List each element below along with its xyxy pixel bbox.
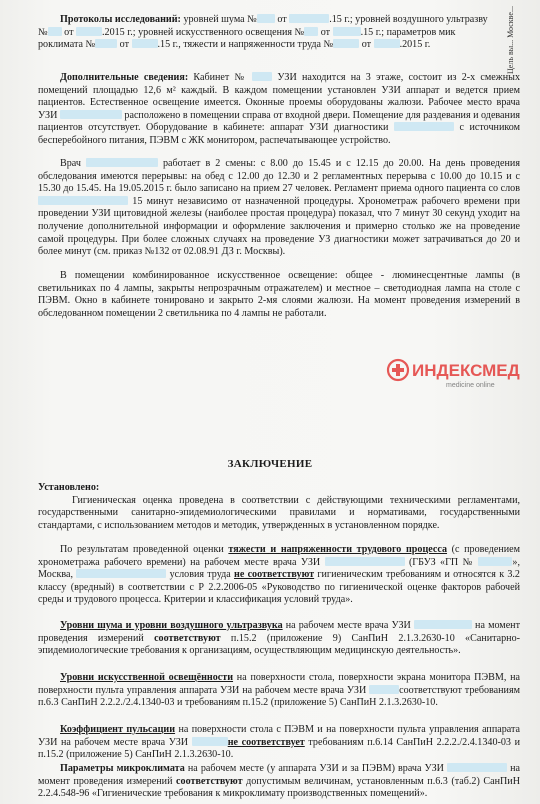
redaction: [478, 557, 512, 566]
protocols-lead: Протоколы исследований:: [60, 14, 181, 25]
redaction: [95, 39, 117, 48]
corner-note: Цель вы... Москве...: [506, 6, 515, 74]
lighting-paragraph: В помещении комбинированное искусственное освещение: общее - люминесцентные лампы (в светильниках по 4 лампы, закрыты непрозрачным отражателем) и местное – светодиодная лампа на столе с ПЭВМ. Окно в кабинете тонировано и закрыто 2-мя слоями жалюзи. На момент проведения измерений в обследованном помещении 2 светильника по 4 лампы не работали.: [38, 270, 520, 319]
redaction: [86, 158, 158, 167]
redaction: [369, 685, 399, 694]
redaction: [414, 620, 472, 629]
additional-info-lead: Дополнительные сведения:: [60, 72, 189, 83]
redaction: [60, 110, 122, 119]
protocols-paragraph: Протоколы исследований: уровней шума № от .15 г.; уровней воздушного ультразву № от .2015 г.; уровней искусственного освещения № от .15 г.; параметров мик роклимата № от .15 г., тяжести и напряженности труда № от .2015 г.: [38, 14, 488, 51]
additional-info-paragraph: Дополнительные сведения: Кабинет № УЗИ находится на 3 этаже, состоит из 2-х смежных помещений площадью 12,6 м² каждый. В каждом помещении установлен УЗИ аппарат и ведется прием пациентов. Естественное освещение имеется. Оконные проемы оборудованы жалюзи. Рабочее место врача УЗИ расположено в помещении справа от входной двери. Помещение для раздевания и одевания пациентов отсутствует. Оборудование в кабинете: аппарат УЗИ диагностики с источником бесперебойного питания, ПЭВМ с ЖК монитором, распечатывающее устройство.: [38, 72, 520, 146]
conclusion-title: ЗАКЛЮЧЕНИЕ: [227, 458, 313, 470]
redaction: [132, 39, 158, 48]
redaction: [447, 763, 507, 772]
established-paragraph: Установлено: Гигиеническая оценка проведена в соответствии с действующими техническими регламентами, государственными санитарно-эпидемиологическими правилами и нормативами, государственными стандартами, с использованием методов и методик, утвержденных в установленном порядке.: [38, 482, 520, 531]
microclimate-paragraph: Параметры микроклимата на рабочем месте (у аппарата УЗИ и за ПЭВМ) врача УЗИ на момент проведения измерений соответствуют допустимым величинам, установленным п.6.3 (таб.2) СанПиН 2.2.4.548-96 «Гигиенические требования к микроклимату производственных помещений».: [38, 763, 520, 800]
pulsation-paragraph: Коэффициент пульсации на поверхности стола с ПЭВМ и на поверхности пульта управления аппарата УЗИ на рабочем месте врача УЗИ не соответствует требованиям п.6.14 СанПиН 2.2.2./2.4.1340-03 и п.15.2 (приложение 5) СанПиН 2.1.3.2630-10.: [38, 724, 520, 761]
redaction: [48, 27, 62, 36]
redaction: [76, 569, 166, 578]
watermark-sub: medicine online: [446, 382, 495, 389]
redaction: [252, 72, 272, 81]
lighting-level-paragraph: Уровни искусственной освещённости на поверхности стола, поверхности экрана монитора ПЭВМ, на поверхности пульта управления аппарата УЗИ на рабочем месте врача УЗИ соответствуют требованиям п.6.3 СанПиН 2.2.2./2.4.1340-03 и требованиям п.15.2 (приложение 5) СанПиН 2.1.3.2630-10.: [38, 672, 520, 709]
redaction: [192, 737, 228, 746]
watermark-brand: ИНДЕКСМЕД: [412, 361, 520, 380]
redaction: [374, 39, 400, 48]
redaction: [333, 39, 359, 48]
redaction: [304, 27, 318, 36]
watermark-logo: [384, 353, 534, 393]
redaction: [257, 14, 275, 23]
redaction: [325, 557, 405, 566]
noise-paragraph: Уровни шума и уровни воздушного ультразвука на рабочем месте врача УЗИ на момент проведения измерений соответствуют п.15.2 (приложение 9) СанПиН 2.1.3.2630-10 «Санитарно-эпидемиологические требования к организациям, осуществляющим медицинскую деятельность».: [38, 620, 520, 657]
established-lead: Установлено:: [38, 482, 100, 493]
redaction: [394, 122, 454, 131]
schedule-paragraph: Врач работает в 2 смены: с 8.00 до 15.45 и с 12.15 до 20.00. На день проведения обследования имеются перерывы: на обед с 12.00 до 12.30 и 2 регламентных перерыва с 10.00 до 10.15 и с 15.30 до 15.45. На 19.05.2015 г. было записано на прием 27 человек. Регламент приема одного пациента со слов 15 минут независимо от назначенной процедуры. Хронометраж рабочего времени при проведении УЗИ щитовидной железы (наиболее простая процедура) показал, что 7 минут 30 секунд уходит на получение дополнительной информации и оформление заключения и примерно столько же на проведение самой процедуры. При более сложных случаях на проведение УЗ диагностики может затрачиваться до 20 и более минут (см. приказ №132 от 02.08.91 ДЗ г. Москвы).: [38, 158, 520, 258]
redaction: [333, 27, 361, 36]
redaction: [76, 27, 102, 36]
redaction: [38, 196, 128, 205]
labor-intensity-paragraph: По результатам проведенной оценки тяжести и напряженности трудового процесса (с проведением хронометража рабочего времени) на рабочем месте врача УЗИ (ГБУЗ «ГП № », Москва, условия труда не соответствуют гигиеническим требованиям и относятся к 3.2 классу (вредный) в соответствии с Р 2.2.2006-05 «Руководство по гигиенической оценке факторов рабочей среды и трудового процесса. Критерии и классификация условий труда».: [38, 544, 520, 606]
redaction: [289, 14, 329, 23]
